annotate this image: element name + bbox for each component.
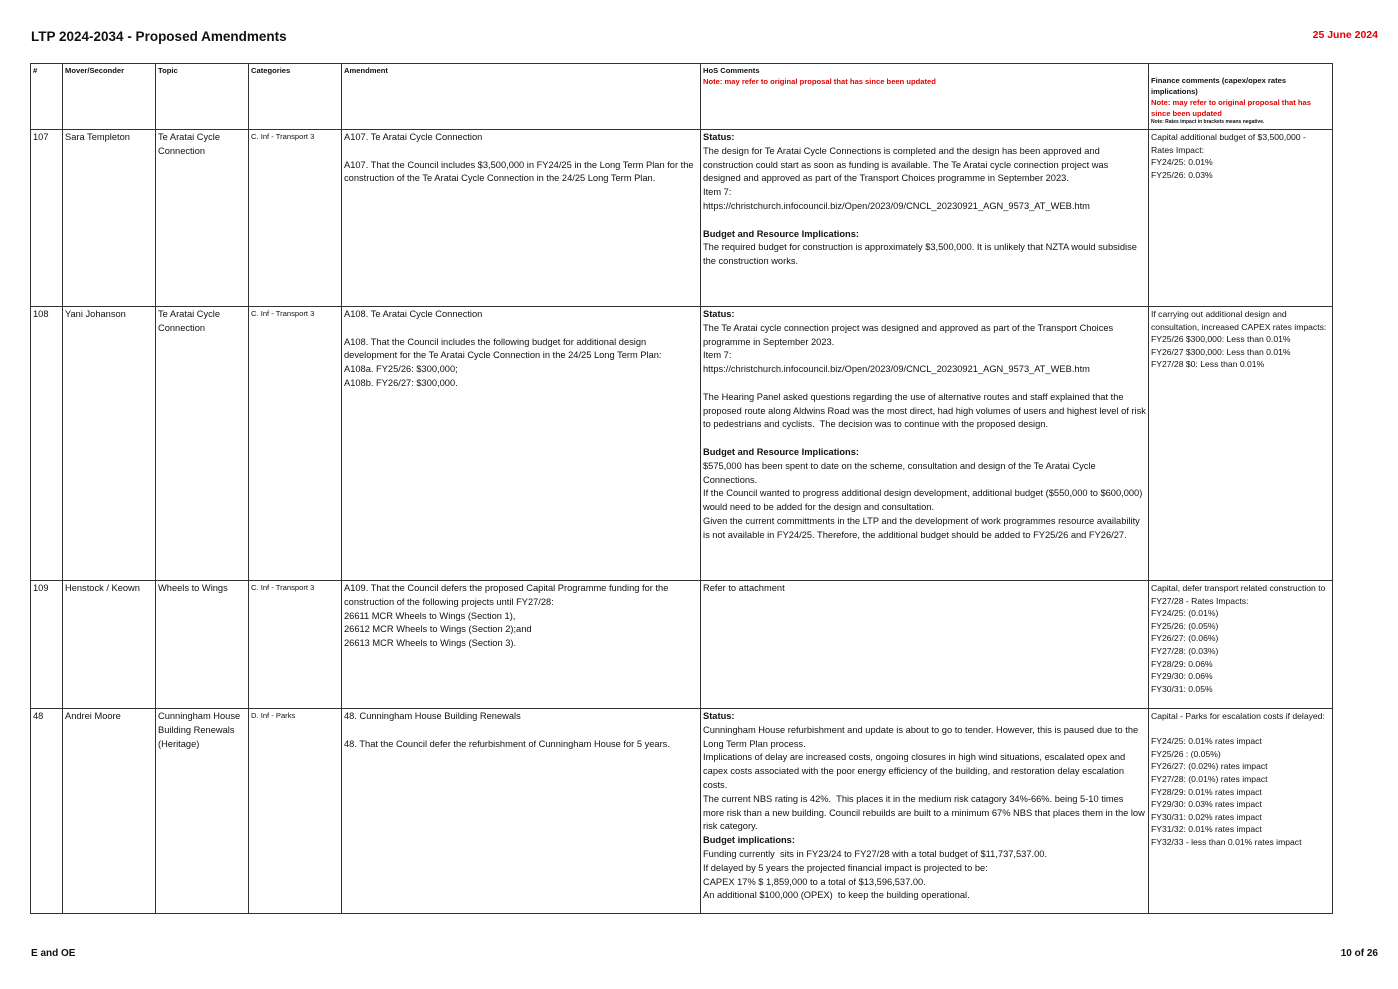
mover-seconder (63, 130, 156, 307)
hos-line: Status: (703, 132, 735, 142)
topic (156, 709, 249, 914)
hos-header-note: Note: may refer to original proposal that has since been updated (703, 77, 936, 86)
hos-line: The required budget for construction is approximately $3,500,000. It is unlikely that NZTA would subsidise the construction works. (703, 242, 1140, 267)
row-number (31, 581, 63, 709)
finance-line: FY26/27: (0.02%) rates impact (1151, 761, 1268, 772)
amendment (342, 709, 701, 914)
finance-line: FY29/30: 0.03% rates impact (1151, 799, 1262, 810)
hos-line (703, 377, 1146, 391)
finance-line: FY30/31: 0.02% rates impact (1151, 811, 1262, 822)
topic (156, 307, 249, 581)
hos-line: The Hearing Panel asked questions regarding the use of alternative routes and staff explained that the proposed route along Aldwins Road was the most direct, had high volumes of users and highest level of risk to pedestrians and cyclists. The decision was to continue with the proposed design. (703, 391, 1149, 430)
row-number-text: 108 (33, 309, 49, 319)
finance-line: FY30/31: 0.05% (1151, 683, 1213, 694)
hos-comments (701, 709, 1149, 914)
hos-header-title: HoS Comments (703, 66, 760, 75)
finance-header-small-note: Note: Rates impact in brackets means negative. (1151, 119, 1265, 125)
hos-line: Status: (703, 309, 735, 319)
hos-line: Funding currently sits in FY23/24 to FY27/28 with a total budget of $11,737,537.00. (703, 848, 1048, 859)
topic-text: Wheels to Wings (158, 583, 228, 593)
mover-seconder (63, 709, 156, 914)
amendment-line: A108a. FY25/26: $300,000; (344, 364, 458, 375)
hos-line: Status: (703, 711, 735, 721)
amendment (342, 581, 701, 709)
amendment-line: A108. Te Aratai Cycle Connection (344, 309, 483, 319)
finance-line: FY27/28: (0.01%) rates impact (1151, 773, 1268, 784)
col-header-topic: Topic (156, 64, 249, 130)
hos-line: Refer to attachment (703, 583, 785, 593)
finance-header-note: Note: may refer to original proposal that has since been updated (1151, 98, 1311, 118)
mover-text: Henstock / Keown (65, 583, 140, 593)
hos-line: Budget implications: (703, 835, 795, 846)
mover-text: Andrei Moore (65, 711, 121, 721)
amendment-line: A108. That the Council includes the following budget for additional design development for the Te Aratai Cycle Connection in the 24/25 Long Term Plan: (344, 336, 662, 361)
table-row (31, 581, 1333, 709)
table-row (31, 130, 1333, 307)
amendment-line: A107. That the Council includes $3,500,000 in FY24/25 in the Long Term Plan for the construction of the Te Aratai Cycle Connection in the 24/25 Long Term Plan. (344, 159, 697, 184)
col-header-finance (1149, 64, 1333, 130)
finance-line: FY25/26 $300,000: Less than 0.01% (1151, 334, 1291, 345)
finance-line: FY28/29: 0.01% rates impact (1151, 786, 1262, 797)
col-header-mover: Mover/Seconder (63, 64, 156, 130)
finance-line (1151, 723, 1330, 736)
topic-text: Te Aratai Cycle Connection (158, 132, 221, 156)
row-number (31, 307, 63, 581)
page-number: 10 of 26 (1340, 948, 1378, 959)
row-number-text: 109 (33, 583, 49, 593)
finance-line: FY25/26: (0.05%) (1151, 620, 1219, 631)
page-title: LTP 2024-2034 - Proposed Amendments (31, 29, 287, 44)
row-number-text: 107 (33, 132, 49, 142)
col-header-categories: Categories (249, 64, 342, 130)
category (249, 581, 342, 709)
hos-line: The Te Aratai cycle connection project was designed and approved as part of the Transport Choices programme in September 2023. (703, 322, 1116, 347)
finance-line: Capital - Parks for escalation costs if delayed: (1151, 711, 1325, 721)
hos-line: The current NBS rating is 42%. This places it in the medium risk catagory 34%-66%. being 5-10 times more risk than a new building. Council rebuilds are built to a minimum 67% NBS that places them in the low risk category. (703, 793, 1148, 832)
col-header-num: # (31, 64, 63, 130)
amendment-line: 48. Cunningham House Building Renewals (344, 711, 521, 721)
hos-line: If the Council wanted to progress additional design development, additional budget ($550,000 to $600,000) would need to be added for the design and consultation. (703, 488, 1145, 513)
row-number (31, 709, 63, 914)
hos-line: If delayed by 5 years the projected financial impact is projected to be: (703, 862, 988, 873)
finance-header-title: Finance comments (capex/opex rates implications) (1151, 76, 1287, 96)
category (249, 709, 342, 914)
mover-text: Sara Templeton (65, 132, 130, 142)
amendment (342, 307, 701, 581)
col-header-amendment: Amendment (342, 64, 701, 130)
finance-line: FY25/26 : (0.05%) (1151, 748, 1221, 759)
amendment-line: A109. That the Council defers the proposed Capital Programme funding for the construction of the following projects until FY27/28: (344, 583, 671, 607)
hos-comments (701, 581, 1149, 709)
topic-text: Cunningham House Building Renewals (Heritage) (158, 711, 241, 749)
finance-line: FY26/27: (0.06%) (1151, 633, 1219, 644)
col-header-hos (701, 64, 1149, 130)
amendment-line: 26612 MCR Wheels to Wings (Section 2);and (344, 624, 532, 635)
hos-line (703, 432, 1146, 446)
amendment-line (344, 322, 698, 336)
hos-line: Given the current committments in the LTP and the development of work programmes resource availability is not available in FY24/25. Therefore, the additional budget should be added to FY25/26 and FY26/27. (703, 515, 1143, 540)
finance-line: FY24/25: 0.01% rates impact (1151, 736, 1262, 747)
amendment-line: A107. Te Aratai Cycle Connection (344, 132, 483, 142)
table-body (31, 130, 1333, 914)
amendment-line: A108b. FY26/27: $300,000. (344, 377, 458, 388)
finance-line: FY24/25: (0.01%) (1151, 608, 1219, 619)
topic-text: Te Aratai Cycle Connection (158, 309, 221, 333)
finance-line: If carrying out additional design and consultation, increased CAPEX rates impacts: (1151, 309, 1327, 332)
row-number (31, 130, 63, 307)
category-text: C. Inf - Transport 3 (251, 583, 315, 592)
hos-line: Budget and Resource Implications: (703, 228, 860, 239)
finance-comments (1149, 709, 1333, 914)
page-date: 25 June 2024 (1312, 29, 1378, 41)
finance-line: FY25/26: 0.03% (1151, 169, 1213, 180)
topic (156, 130, 249, 307)
table-header-row (31, 64, 1333, 130)
amendment-line: 26613 MCR Wheels to Wings (Section 3). (344, 638, 517, 649)
hos-line: Cunningham House refurbishment and update is about to go to tender. However, this is paused due to the Long Term Plan process. (703, 724, 1141, 749)
finance-line: Capital additional budget of $3,500,000 - Rates Impact: (1151, 132, 1309, 155)
finance-comments (1149, 130, 1333, 307)
category (249, 130, 342, 307)
hos-line (703, 214, 1146, 228)
hos-line: Implications of delay are increased costs, ongoing closures in high wind situations, escalated opex and capex costs associated with the poor energy efficiency of the building, and restoration delay escalation costs. (703, 752, 1128, 790)
mover-seconder (63, 581, 156, 709)
amendment-line (344, 145, 698, 159)
amendment (342, 130, 701, 307)
hos-line: CAPEX 17% $ 1,859,000 to a total of $13,596,537.00. (703, 876, 926, 887)
hos-comments (701, 130, 1149, 307)
hos-line: The design for Te Aratai Cycle Connections is completed and the design has been approved and construction could start as soon as funding is available. The Te Aratai cycle connection project was designed and approved as part of the Transport Choices programme in September 2023. (703, 145, 1111, 184)
amendments-table (30, 63, 1333, 914)
amendment-line: 48. That the Council defer the refurbishment of Cunningham House for 5 years. (344, 738, 670, 749)
finance-line: FY29/30: 0.06% (1151, 671, 1213, 682)
finance-comments (1149, 307, 1333, 581)
hos-line: https://christchurch.infocouncil.biz/Open/2023/09/CNCL_20230921_AGN_9573_AT_WEB.htm (703, 200, 1090, 211)
finance-line: Capital, defer transport related construction to FY27/28 - Rates Impacts: (1151, 583, 1328, 606)
hos-line: $575,000 has been spent to date on the scheme, consultation and design of the Te Aratai Cycle Connections. (703, 460, 1099, 485)
category (249, 307, 342, 581)
hos-comments (701, 307, 1149, 581)
row-number-text: 48 (33, 711, 44, 721)
hos-line: Budget and Resource Implications: (703, 446, 860, 457)
amendment-line (344, 724, 698, 738)
mover-seconder (63, 307, 156, 581)
footer-disclaimer: E and OE (31, 948, 76, 959)
finance-line: FY28/29: 0.06% (1151, 658, 1213, 669)
hos-line: https://christchurch.infocouncil.biz/Open/2023/09/CNCL_20230921_AGN_9573_AT_WEB.htm (703, 364, 1090, 375)
table-row (31, 709, 1333, 914)
finance-line: FY27/28 $0: Less than 0.01% (1151, 359, 1265, 370)
category-text: C. Inf - Transport 3 (251, 309, 315, 318)
finance-line: FY24/25: 0.01% (1151, 157, 1213, 168)
finance-line: FY32/33 - less than 0.01% rates impact (1151, 836, 1302, 847)
category-text: C. Inf - Transport 3 (251, 132, 315, 141)
category-text: D. Inf - Parks (251, 711, 296, 720)
mover-text: Yani Johanson (65, 309, 126, 319)
hos-line: Item 7: (703, 187, 732, 198)
amendment-line: 26611 MCR Wheels to Wings (Section 1), (344, 610, 516, 621)
hos-line: An additional $100,000 (OPEX) to keep the building operational. (703, 890, 970, 901)
finance-line: FY31/32: 0.01% rates impact (1151, 824, 1262, 835)
hos-line: Item 7: (703, 350, 732, 361)
finance-comments (1149, 581, 1333, 709)
table-row (31, 307, 1333, 581)
topic (156, 581, 249, 709)
finance-line: FY26/27 $300,000: Less than 0.01% (1151, 346, 1291, 357)
finance-line: FY27/28: (0.03%) (1151, 645, 1219, 656)
